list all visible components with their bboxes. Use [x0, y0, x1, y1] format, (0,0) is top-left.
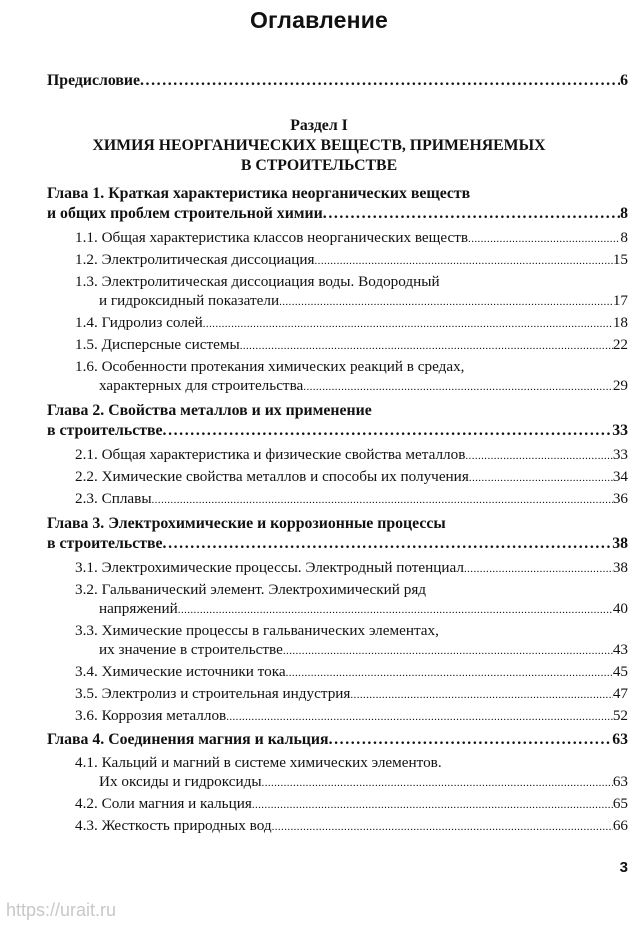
- section-title-line1: ХИМИЯ НЕОРГАНИЧЕСКИХ ВЕЩЕСТВ, ПРИМЕНЯЕМЫХ: [92, 137, 546, 154]
- toc-item[interactable]: 3.4. Химические источники тока ..... 45: [75, 663, 628, 681]
- page-number: 3: [619, 859, 628, 876]
- chapter-2-title-line2: в строительстве: [47, 422, 163, 439]
- toc-item[interactable]: 1.4. Гидролиз солей ..... 18: [75, 314, 628, 332]
- section-title-line2: В СТРОИТЕЛЬСТВЕ: [240, 157, 398, 174]
- toc-item[interactable]: Их оксиды и гидроксиды ..... 63: [99, 773, 628, 791]
- toc-item-title-line1: 4.1. Кальций и магний в системе химических элементов.: [75, 754, 442, 771]
- toc-item[interactable]: 3.1. Электрохимические процессы. Электродный потенциал ..... 38: [75, 559, 628, 577]
- chapter-1-title-line2: и общих проблем строительной химии: [47, 205, 323, 222]
- toc-item[interactable]: напряжений ..... 40: [99, 600, 628, 618]
- chapter-1-title-line1: Глава 1. Краткая характеристика неорганических веществ: [47, 185, 471, 202]
- section-label: Раздел I: [290, 117, 348, 134]
- chapter-4-entry[interactable]: [47, 731, 628, 749]
- chapter-3-page: 38: [612, 535, 628, 552]
- toc-item[interactable]: 2.3. Сплавы ..... 36: [75, 490, 628, 508]
- chapter-4-page: 63: [612, 731, 628, 748]
- watermark: https://urait.ru: [6, 900, 117, 920]
- toc-item[interactable]: характерных для строительства ..... 29: [99, 377, 628, 395]
- chapter-1-page: 8: [620, 205, 628, 222]
- chapter-2-entry[interactable]: [47, 422, 628, 440]
- toc-item-title-line1: 1.3. Электролитическая диссоциация воды. Водородный: [75, 273, 440, 290]
- toc-item[interactable]: 1.1. Общая характеристика классов неорганических веществ ..... 8: [75, 229, 628, 247]
- toc-item-title-line1: 1.6. Особенности протекания химических реакций в средах,: [75, 358, 465, 375]
- chapter-1-entry[interactable]: [47, 205, 628, 223]
- toc-item[interactable]: их значение в строительстве ..... 43: [99, 641, 628, 659]
- chapter-2-page: 33: [612, 422, 628, 439]
- toc-item[interactable]: 4.2. Соли магния и кальция ..... 65: [75, 795, 628, 813]
- toc-item[interactable]: 3.5. Электролиз и строительная индустрия ..... 47: [75, 685, 628, 703]
- page-title: Оглавление: [249, 7, 389, 33]
- toc-item[interactable]: 2.2. Химические свойства металлов и способы их получения ..... 34: [75, 468, 628, 486]
- toc-item-title-line1: 3.2. Гальванический элемент. Электрохимический ряд: [75, 581, 427, 598]
- toc-item[interactable]: 1.5. Дисперсные системы ..... 22: [75, 336, 628, 354]
- chapter-3-title-line2: в строительстве: [47, 535, 163, 552]
- chapter-2-title-line1: Глава 2. Свойства металлов и их применение: [47, 402, 372, 419]
- chapter-4-title: Глава 4. Соединения магния и кальция: [47, 731, 329, 748]
- toc-item[interactable]: 4.3. Жесткость природных вод ..... 66: [75, 817, 628, 835]
- toc-item-title-line1: 3.3. Химические процессы в гальванических элементах,: [75, 622, 439, 639]
- toc-item[interactable]: 1.2. Электролитическая диссоциация ..... 15: [75, 251, 628, 269]
- toc-item[interactable]: 3.6. Коррозия металлов ..... 52: [75, 707, 628, 725]
- chapter-3-title-line1: Глава 3. Электрохимические и коррозионные процессы: [47, 515, 446, 532]
- toc-item[interactable]: и гидроксидный показатели ..... 17: [99, 292, 628, 310]
- toc-preface[interactable]: [47, 72, 628, 90]
- chapter-3-entry[interactable]: [47, 535, 628, 553]
- toc-preface-page: 6: [620, 72, 628, 89]
- toc-preface-label: Предисловие: [47, 72, 140, 89]
- toc-item[interactable]: 2.1. Общая характеристика и физические свойства металлов ..... 33: [75, 446, 628, 464]
